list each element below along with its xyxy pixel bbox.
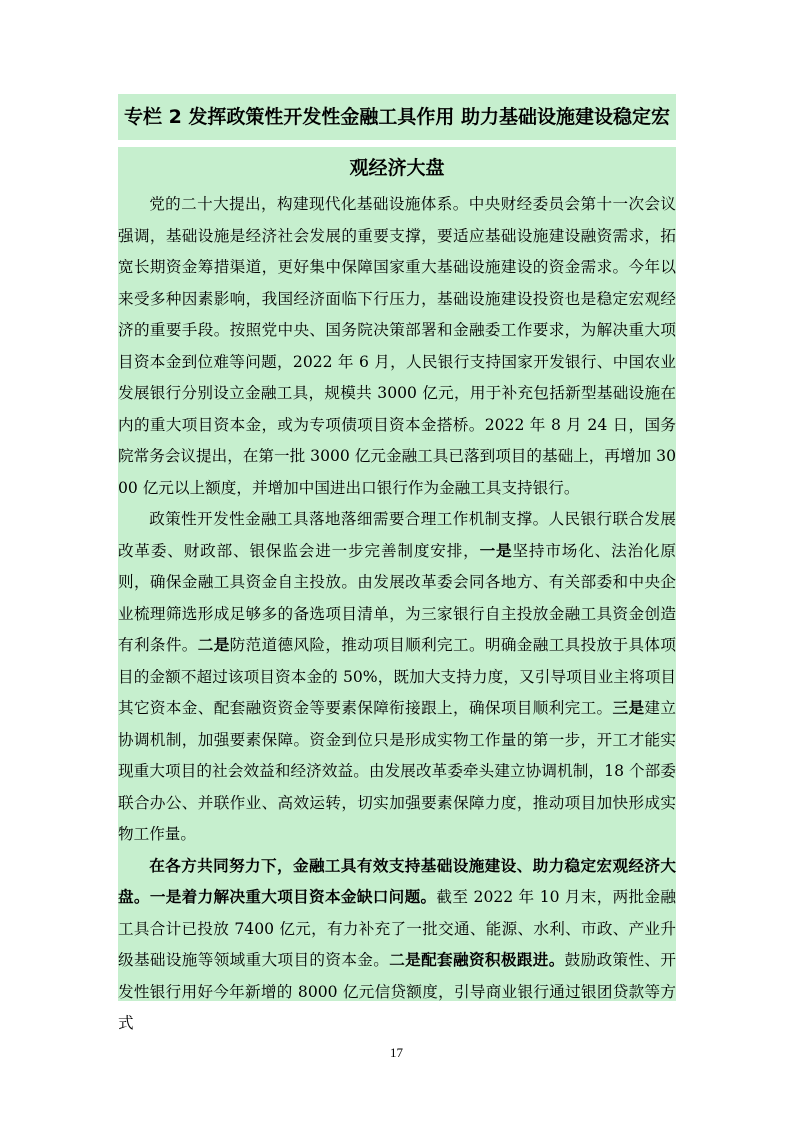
paragraph-text: 鼓励政策性、开发性银行用好今年新增的 8000 亿元信贷额度，引导商业银行通过银团贷款等方式 [118,951,676,1032]
emphasis-text: 三是 [612,699,645,717]
emphasis-text: 一是着力解决重大项目资本金缺口问题。 [149,888,437,906]
paragraph-text: 政策性开发性金融工具落地落细需要合理工作机制支撑。人民银行联合发展改革委、财政部、银保监会进一步完善制度安排， [118,510,676,560]
paragraph-text: 截至 2022 年 10 月末，两批金融工具合计已投放 7400 亿元，有力补充了一批交通、能源、水利、市政、产业升级基础设施等领域重大项目的资本金。 [118,888,676,969]
paragraph-text: 防范道德风险，推动项目顺利完工。明确金融工具投放于具体项目的金额不超过该项目资本金的 50%，既加大支持力度，又引导项目业主将项目其它资本金、配套融资资金等要素保障衔接跟上，确保项目顺利完工。 [118,636,676,717]
column-box [118,189,676,1032]
emphasis-text: 二是 [197,636,230,654]
paragraph-1 [118,189,676,504]
emphasis-text: 一是 [479,541,513,560]
page-title-line-2: 观经济大盘 [118,147,676,189]
page-number: 17 [390,1045,403,1060]
emphasis-text: 二是配套融资积极跟进。 [389,951,565,969]
paragraph-3 [118,851,676,1040]
page-title-line-1: 专栏 2 发挥政策性开发性金融工具作用 助力基础设施建设稳定宏 [118,94,676,140]
paragraph-text: 党的二十大提出，构建现代化基础设施体系。中央财经委员会第十一次会议强调，基础设施是经济社会发展的重要支撑，要适应基础设施建设融资需求，拓宽长期资金筹措渠道，更好集中保障国家重大基础设施建设的资金需求。今年以来受多种因素影响，我国经济面临下行压力，基础设施建设投资也是稳定宏观经济的重要手段。按照党中央、国务院决策部署和金融委工作要求，为解决重大项目资本金到位难等问题，2022 年 6 月，人民银行支持国家开发银行、中国农业发展银行分别设立金融工具，规模共 3000 亿元，用于补充包括新型基础设施在内的重大项目资本金，或为专项债项目资本金搭桥。2022 年 8 月 24 日，国务院常务会议提出，在第一批 3000 亿元金融工具已落到项目的基础上，再增加 3000 亿元以上额度，并增加中国进出口银行作为金融工具支持银行。 [118,195,676,497]
paragraph-2 [118,504,676,851]
paragraph-text: 建立协调机制，加强要素保障。资金到位只是形成实物工作量的第一步，开工才能实现重大项目的社会效益和经济效益。由发展改革委牵头建立协调机制，18 个部委联合办公、并联作业、高效运转，切实加强要素保障力度，推动项目加快形成实物工作量。 [118,699,676,843]
paragraph-text: 坚持市场化、法治化原则，确保金融工具资金自主投放。由发展改革委会同各地方、有关部委和中央企业梳理筛选形成足够多的备选项目清单，为三家银行自主投放金融工具资金创造有利条件。 [118,541,676,654]
emphasis-text: 在各方共同努力下，金融工具有效支持基础设施建设、助力稳定宏观经济大盘。 [118,856,676,906]
